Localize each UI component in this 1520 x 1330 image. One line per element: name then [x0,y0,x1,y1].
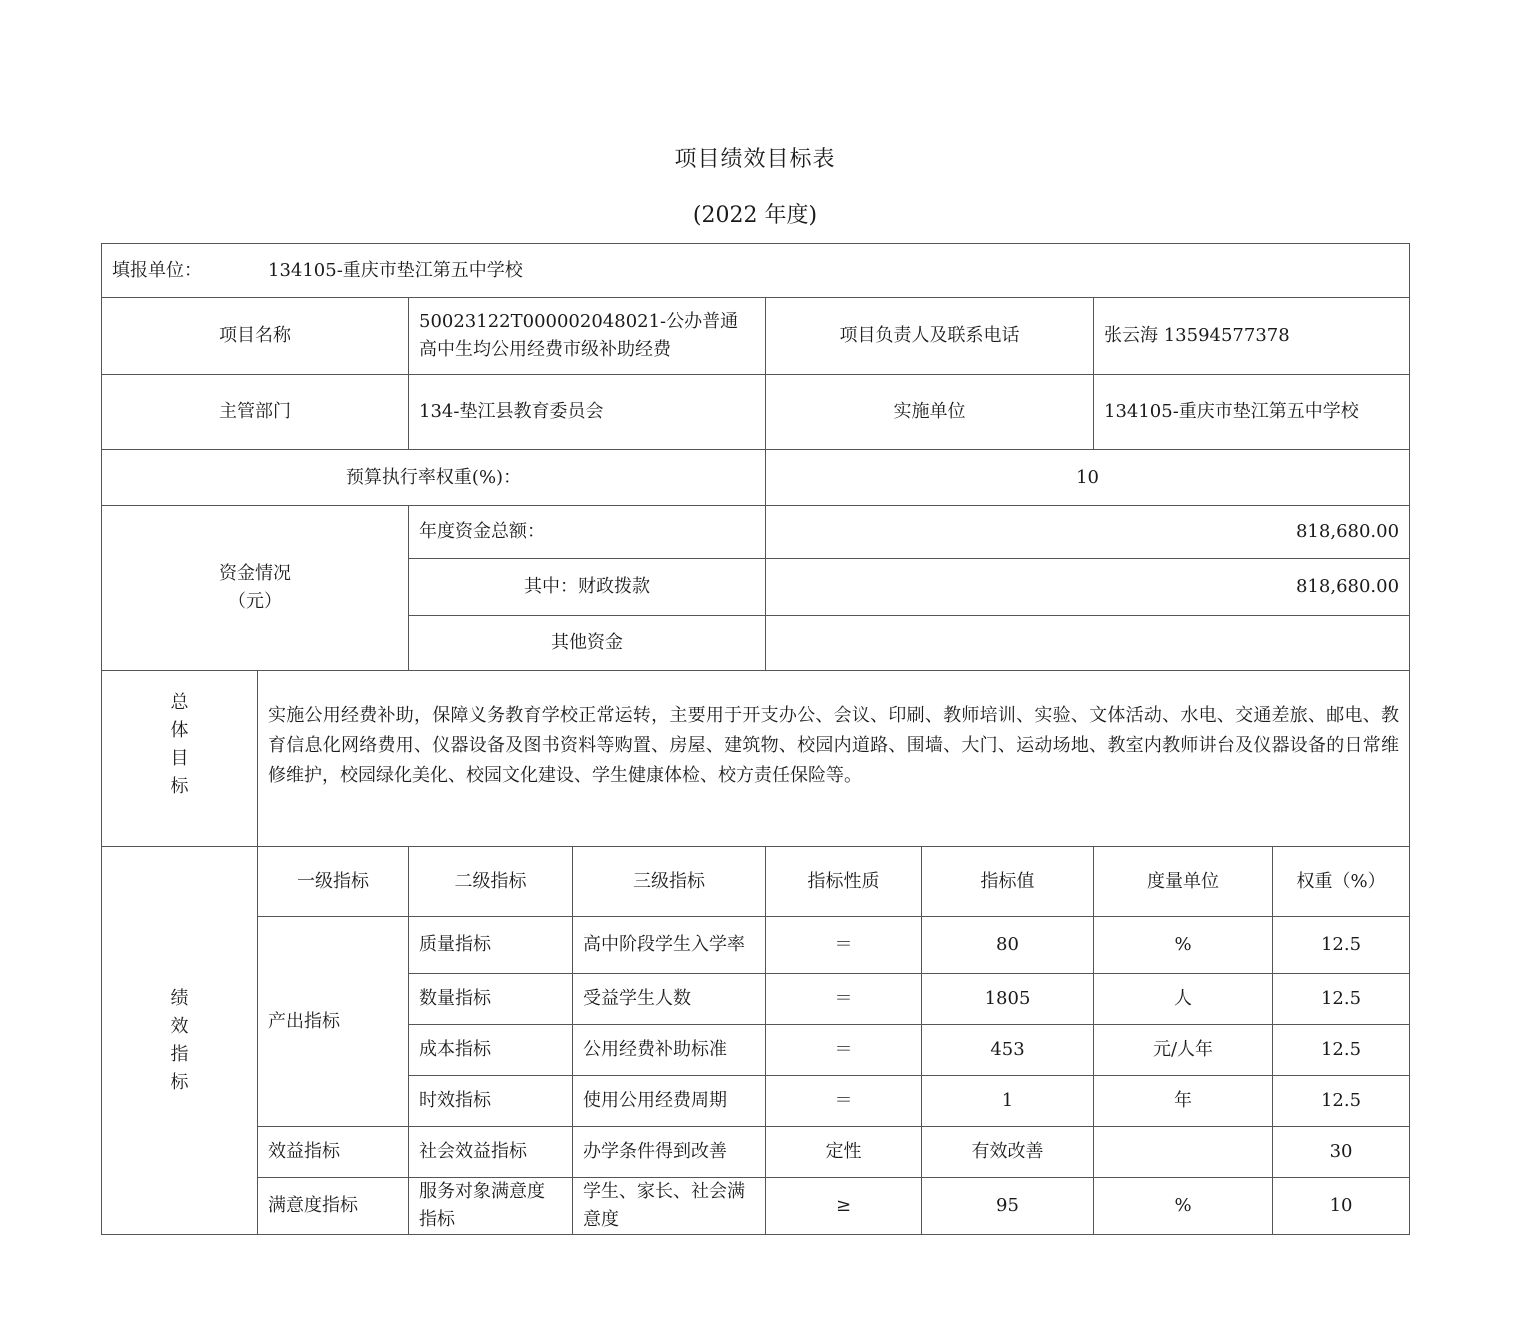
contact-value: 张云海 13594577378 [1094,298,1410,375]
level3-cell: 使用公用经费周期 [573,1076,766,1127]
funds-other-label: 其他资金 [409,616,766,671]
level2-cell: 数量指标 [409,974,573,1025]
nature-cell: 定性 [766,1127,922,1178]
nature-cell: ＝ [766,1076,922,1127]
project-name-label: 项目名称 [102,298,409,375]
funds-fiscal-label: 其中：财政拨款 [409,559,766,616]
overall-goal-label: 总体目标 [170,691,189,797]
department-label: 主管部门 [102,375,409,450]
level3-cell: 受益学生人数 [573,974,766,1025]
department-value: 134-垫江县教育委员会 [409,375,766,450]
reporting-unit-value: 134105-重庆市垫江第五中学校 [268,259,523,281]
header-unit: 度量单位 [1094,847,1273,917]
level3-cell: 公用经费补助标准 [573,1025,766,1076]
weight-cell: 12.5 [1273,1025,1410,1076]
reporting-unit-cell [102,244,1410,298]
budget-weight-value: 10 [766,450,1410,506]
weight-cell: 10 [1273,1178,1410,1235]
performance-target-table [101,243,1410,1235]
nature-cell: ＝ [766,917,922,974]
funds-total-label: 年度资金总额： [409,506,766,559]
contact-label: 项目负责人及联系电话 [766,298,1094,375]
header-level2: 二级指标 [409,847,573,917]
weight-cell: 12.5 [1273,917,1410,974]
weight-cell: 30 [1273,1127,1410,1178]
nature-cell: ＝ [766,1025,922,1076]
level3-cell: 学生、家长、社会满意度 [573,1178,766,1235]
funds-total-value: 818,680.00 [766,506,1410,559]
overall-goal-label-cell [102,671,258,847]
funds-other-value [766,616,1410,671]
indicators-label: 绩效指标 [170,987,189,1093]
weight-cell: 12.5 [1273,974,1410,1025]
reporting-unit-label: 填报单位： [112,259,202,281]
header-level3: 三级指标 [573,847,766,917]
project-name-value: 50023122T000002048021-公办普通高中生均公用经费市级补助经费 [409,298,766,375]
page-subtitle: (2022 年度) [692,203,818,228]
funds-unit: （元） [228,591,282,612]
budget-weight-label: 预算执行率权重(%)： [102,450,766,506]
header-level1: 一级指标 [258,847,409,917]
indicators-label-cell [102,847,258,1235]
nature-cell: ≥ [766,1178,922,1235]
table-row [102,1127,1410,1178]
header-value: 指标值 [922,847,1094,917]
unit-cell: % [1094,917,1273,974]
unit-cell: 人 [1094,974,1273,1025]
level2-cell: 服务对象满意度指标 [409,1178,573,1235]
level2-cell: 社会效益指标 [409,1127,573,1178]
level2-cell: 质量指标 [409,917,573,974]
unit-cell: 元/人年 [1094,1025,1273,1076]
weight-cell: 12.5 [1273,1076,1410,1127]
level3-cell: 高中阶段学生入学率 [573,917,766,974]
funds-total-row [102,506,1410,559]
value-cell: 有效改善 [922,1127,1094,1178]
header-weight: 权重（%） [1273,847,1410,917]
overall-goal-text: 实施公用经费补助，保障义务教育学校正常运转，主要用于开支办公、会议、印刷、教师培训、实验、文体活动、水电、交通差旅、邮电、教育信息化网络费用、仪器设备及图书资料等购置、房屋、建筑物、校园内道路、围墙、大门、运动场地、教室内教师讲台及仪器设备的日常维修维护，校园绿化美化、校园文化建设、学生健康体检、校方责任保险等。 [258,671,1410,847]
unit-cell: % [1094,1178,1273,1235]
header-nature: 指标性质 [766,847,922,917]
value-cell: 1805 [922,974,1094,1025]
implementing-unit-label: 实施单位 [766,375,1094,450]
level3-cell: 办学条件得到改善 [573,1127,766,1178]
project-name-row [102,298,1410,375]
funds-label-cell [102,506,409,671]
value-cell: 453 [922,1025,1094,1076]
nature-cell: ＝ [766,974,922,1025]
unit-cell: 年 [1094,1076,1273,1127]
level2-cell: 时效指标 [409,1076,573,1127]
level1-cell: 效益指标 [258,1127,409,1178]
value-cell: 1 [922,1076,1094,1127]
reporting-unit-row [102,244,1410,298]
budget-weight-row [102,450,1410,506]
level1-cell: 满意度指标 [258,1178,409,1235]
table-row [102,1178,1410,1235]
value-cell: 80 [922,917,1094,974]
table-row [102,917,1410,974]
funds-fiscal-value: 818,680.00 [766,559,1410,616]
funds-label: 资金情况 [219,563,291,584]
output-indicator-label: 产出指标 [258,917,409,1127]
value-cell: 95 [922,1178,1094,1235]
department-row [102,375,1410,450]
implementing-unit-value: 134105-重庆市垫江第五中学校 [1094,375,1410,450]
unit-cell [1094,1127,1273,1178]
overall-goal-row [102,671,1410,847]
indicator-header-row [102,847,1410,917]
level2-cell: 成本指标 [409,1025,573,1076]
page-title: 项目绩效目标表 [674,147,836,172]
